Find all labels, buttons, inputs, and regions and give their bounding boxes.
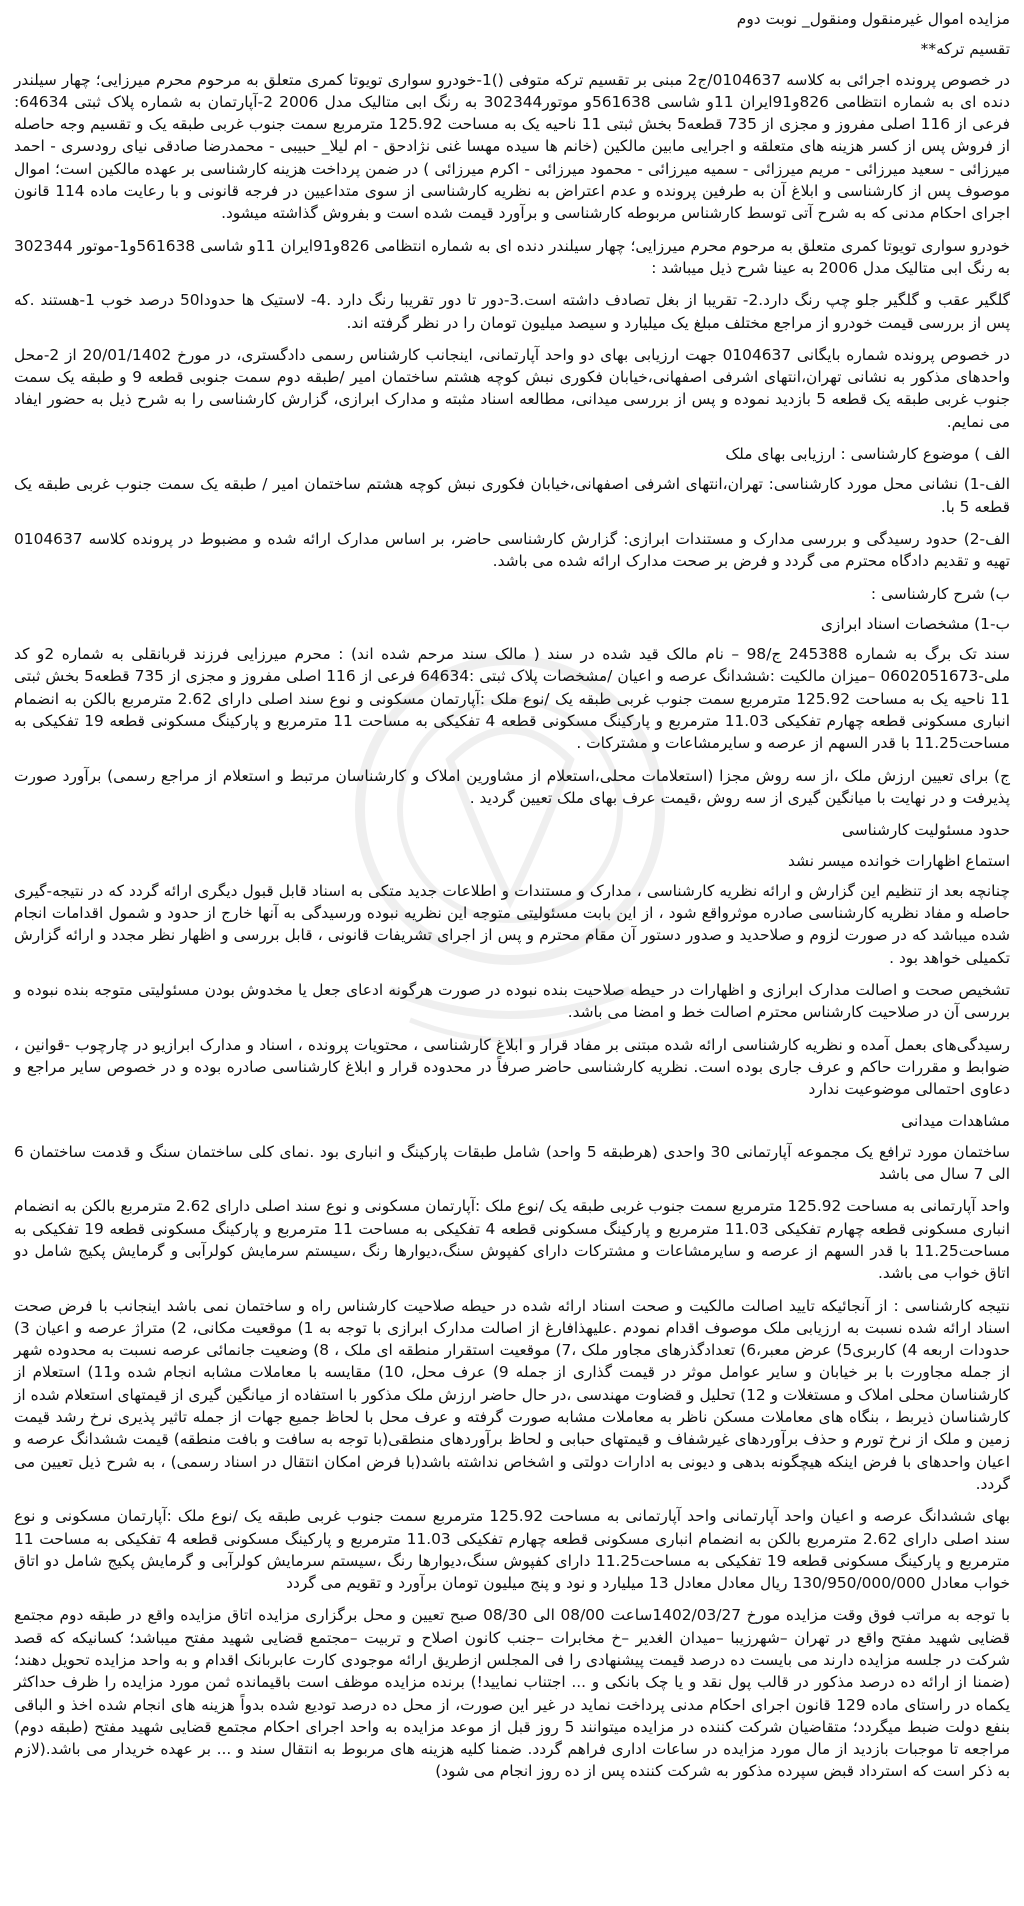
section-a1: الف-1) نشانی محل مورد کارشناسی: تهران،انتهای اشرفی اصفهانی،خیابان فکوری نبش کوچه هشتم ساختمان امیر / طبقه یک سمت جنوب غربی طبقه یک قطعه 5 با.: [14, 475, 1010, 516]
responsibility-p1: چنانچه بعد از تنظیم این گزارش و ارائه نظریه کارشناسی ، مدارک و مستندات و اطلاعات جدید متکی به اسناد قابل قبول دیگری ارائه گردد که در نتیجه-گیری حاصله و مفاد نظریه کارشناسی صادره موثرواقع شود ، از این بابت مسئولیتی متوجه این نظریه نبوده ورسیدگی به آنها خارج از حدود و شمول اقدامات انجام شده میباشد که در صورت لزوم و صلاحدید و صدور دستور آن مقام محترم و پس از اجرای تشریفات قانونی ، قابل بررسی و اظهار نظر مجدد و ارائه گزارش تکمیلی خواهد بود .: [14, 881, 1010, 967]
responsibility-p2: تشخیص صحت و اصالت مدارک ابرازی و اظهارات در حیطه صلاحیت بنده نبوده در صورت هرگونه ادعای جعل یا مخدوش بودن مسئولیتی متوجه بنده نبوده و بررسی آن در صلاحیت کارشناس محترم اصالت خط و امضا می باشد.: [14, 980, 1010, 1022]
responsibility-sub: استماع اظهارات خوانده میسر نشد: [787, 851, 1010, 870]
section-b-heading: ب) شرح کارشناسی :: [870, 584, 1010, 603]
section-b1-text: سند تک برگ به شماره 245388 ج/98 – نام مالک قید شده در سند ( مالک سند مرحم شده اند) : محرم میرزایی فرزند قربانقلی به شماره 2و کد ملی-0602051673 –میزان مالکیت :ششدانگ عرصه و اعیان /مشخصات پلاک ثبتی :64634 فرعی از 116 اصلی مفروز و مجزی از 735 قطعه5 بخش ثبتی 11 ناحیه یک به مساحت 125.92 مترمربع سمت جنوب غربی طبقه یک /نوع ملک :آپارتمان مسکونی و نوع سند اصلی دارای 2.62 مترمربع بالکن به انضمام انباری مسکونی قطعه چهارم تفکیکی 11.03 مترمربع و پارکینگ مسکونی قطعه 4 تفکیکی به مساحت 11 مترمربع و پارکینگ مسکونی قطعه 19 تفکیکی به مساحت11.25 با قدر السهم از عرصه و سایرمشاعات و مشترکات .: [14, 645, 1011, 753]
document-title: مزایده اموال غیرمنقول ومنقول_ نوبت دوم: [736, 10, 1010, 28]
section-a2: الف-2) حدود رسیدگی و بررسی مدارک و مستندات ابرازی: گزارش کارشناسی حاضر، بر اساس مدارک ارائه شده و مضبوط در پرونده کلاسه 0104637 تهیه و تقدیم دادگاه محترم می گردد و فرض بر صحت مدارک ارائه شده می باشد.: [14, 529, 1010, 571]
section-b1-heading: ب-1) مشخصات اسناد ابرازی: [820, 614, 1010, 633]
responsibility-p3: رسیدگی‌های بعمل آمده و نظریه کارشناسی ارائه شده مبتنی بر مفاد قرار و ابلاغ کارشناسی ، محتویات پرونده ، اسناد و مدارک ابرازیو در چارچوب -قوانین ، ضوابط و مقررات حاکم و عرف جاری بوده است. نظریه کارشناسی حاضر صرفاً در محدوده قرار و ابلاغ کارشناسی صادره بوده و در خصوص سایر مراجع و دعاوی احتمالی موضوعیت ندارد: [14, 1035, 1010, 1099]
paragraph-car-condition: گلگیر عقب و گلگیر جلو چپ رنگ دارد.2- تقریبا از بغل تصادف داشته است.3-دور تا دور تقریبا رنگ دارد .4- لاستیک ها حدودا50 درصد خوب 1-هستند .که پس از بررسی قیمت خودرو از مراجع مختلف مبلغ یک میلیارد و سیصد میلیون تومان را در نظر گرفته اند.: [14, 291, 1010, 332]
field-p2: واحد آپارتمانی به مساحت 125.92 مترمربع سمت جنوب غربی طبقه یک /نوع ملک :آپارتمان مسکونی و نوع سند اصلی دارای 2.62 مترمربع بالکن به انضمام انباری مسکونی قطعه چهارم تفکیکی 11.03 مترمربع و پارکینگ مسکونی قطعه 4 تفکیکی به مساحت 11 مترمربع و پارکینگ مسکونی قطعه 19 تفکیکی به مساحت11.25 با قدر السهم از عرصه و سایرمشاعات و مشترکات دارای کفپوش سنگ،دیوارها رنگ ،سیستم سرمایش کولرآبی و گرمایش پکیج شامل دو اتاق خواب می باشد.: [14, 1197, 1010, 1283]
section-c-text: ج) برای تعیین ارزش ملک ،از سه روش مجزا (استعلامات محلی،استعلام از مشاورین املاک و کارشناسان مرتبط و استعلام از مراجع رسمی) برآورد صورت پذیرفت و در نهایت با میانگین گیری از سه روش ،قیمت عرف بهای ملک تعیین گردید .: [14, 766, 1010, 807]
auction-terms: با توجه به مراتب فوق وقت مزایده مورخ 1402/03/27ساعت 08/00 الی 08/30 صبح تعیین و محل برگزاری مزایده اتاق مزایده واقع در طبقه دوم مجتمع قضایی شهید مفتح واقع در تهران –شهرزیبا –میدان الغدیر –خ مخابرات –جنب کانون اصلاح و تربیت –مجتمع قضایی شهید مفتح میباشد؛ کسانیکه که قصد شرکت در جلسه مزایده دارند می بایست ده درصد قیمت پیشنهادی را فی المجلس ازطریق ارائه موجودی کارت عابربانک اقدام و به واحد مزایده تحویل دهند؛ (ضمنا از ارائه ده درصد مذکور در قالب پول نقد و یا چک بانکی و ... اجتناب نمایید!) برنده مزایده موظف است باقیمانده ثمن مورد مزایده را ظرف حداکثر یکماه در راستای ماده 129 قانون اجرای احکام مدنی پرداخت نماید در غیر این صورت، از محل ده درصد تودیع شده بدواً هزینه های انجام شده اخذ و الباقی بنفع دولت ضبط میگردد؛ متقاضیان شرکت کننده در مزایده میتوانند 5 روز قبل از موعد مزایده به واحد اجرای احکام مجتمع قضایی شهید مفتح (طبقه دوم) مراجعه تا موجبات بازدید از مال مورد مزایده در ساعات اداری فراهم گردد. ضمنا کلیه هزینه های مربوط به انتقال سند و ... بر عهده خریدار می باشد.(لازم به ذکر است که استرداد قبض سپرده مذکور به شرکت کننده پس از ده روز انجام می شود): [14, 1606, 1011, 1781]
paragraph-apartment: در خصوص پرونده شماره بایگانی 0104637 جهت ارزیابی بهای دو واحد آپارتمانی، اینجانب کارشناس رسمی دادگستری، در مورخ 20/01/1402 از 2-محل واحدهای مذکور به نشانی تهران،انتهای اشرفی اصفهانی،خیابان فکوری نبش کوچه هشتم ساختمان امیر /طبقه دوم سمت جنوبی قطعه 9 و طبقه یک سمت جنوب غربی طبقه یک قطعه 5 بازدید نموده و پس از بررسی میدانی، مطالعه اسناد مثبته و مدارک ابرازی، گزارش کارشناسی را به شرح ذیل به حضور ایفاد می نمایم.: [14, 345, 1011, 431]
field-heading: مشاهدات میدانی: [901, 1112, 1010, 1131]
document-subtitle: تقسیم ترکه**: [920, 40, 1010, 59]
section-a-heading: الف ) موضوع کارشناسی : ارزیابی بهای ملک: [725, 445, 1010, 464]
conclusion: نتیجه کارشناسی : از آنجائیکه تایید اصالت مالکیت و صحت اسناد ارائه شده در حیطه صلاحیت کارشناس راه و ساختمان نمی باشد اینجانب با فرض صحت اسناد ارائه شده نسبت به ارزیابی ملک موصوف اقدام نمودم .علیهذافارغ از اصالت مدارک ابرازی با توجه به 1) موقعیت مکانی، 2) متراژ عرصه و اعیان 3) حدودات اربعه 4) کاربری5) عرض معبر،6) تعدادگذرهای مجاور ملک ،7) موقعیت استقرار منطقه ای ملک ، 8) وضعیت جانمائی عرصه نسبت به محدوده شهر از جمله مجاورت با بر خیابان و سایر عوامل موثر در قیمت گذاری از جمله 9) عرف محل، 10) مقایسه با معاملات مشابه انجام شده و11) استعلام از کارشناسان محلی املاک و مستغلات و 12) تحلیل و قضاوت مهندسی ،در حال حاضر ارزش ملک مذکور با استفاده از میانگین گیری از قیمتهای استعلام شده از کارشناسان ذیربط ، بنگاه های معاملات مسکن ناظر به معاملات مشابه صورت گرفته و عرف محل با لحاظ جمیع جهات از جمله تاثیر پذیری نرخ رشد قیمت زمین و ملک از نرخ تورم و حذف برآوردهای غیرشفاف و قیمتهای حبابی و لحاظ برآوردهای منطقی(با توجه به سافت و بافت منطقه) قیمت ششدانگ عرصه و اعیان واحدهای با فرض اینکه هیچگونه بدهی و دیونی به ادارات دولتی و اشخاص نداشته باشد(با فرض امکان انتقال در اسناد رسمی) ، به شرح ذیل تعیین می گردد.: [14, 1296, 1010, 1493]
paragraph-car: خودرو سواری تویوتا کمری متعلق به مرحوم محرم میرزایی؛ چهار سیلندر دنده ای به شماره انتظامی 826و91ایران 11و شاسی 561638و1-موتور 302344 به رنگ ابی متالیک مدل 2006 به عینا شرح ذیل میباشد :: [14, 236, 1010, 277]
valuation: بهای ششدانگ عرصه و اعیان واحد آپارتمانی واحد آپارتمانی به مساحت 125.92 مترمربع سمت جنوب غربی طبقه یک /نوع ملک :آپارتمان مسکونی و نوع سند اصلی دارای 2.62 مترمربع بالکن به انضمام انباری مسکونی قطعه چهارم تفکیکی 11.03 مترمربع و پارکینگ مسکونی قطعه 4 تفکیکی به مساحت 11 مترمربع و پارکینگ مسکونی قطعه 19 تفکیکی به مساحت11.25 دارای کفپوش سنگ،دیوارها رنگ ،سیستم سرمایش کولرآبی و گرمایش پکیج شامل دو اتاق خواب معادل 130/950/000/000 ریال معادل معادل 13 میلیارد و نود و پنج میلیون تومان برآورد و تقویم می گردد: [14, 1507, 1011, 1593]
paragraph-intro: در خصوص پرونده اجرائی به کلاسه 0104637/ج2 مبنی بر تقسیم ترکه متوفی ()1-خودرو سواری تویوتا کمری متعلق به مرحوم محرم میرزایی؛ چهار سیلندر دنده ای به شماره انتظامی 826و91ایران 11و شاسی 561638و موتور302344 به رنگ ابی متالیک مدل 2006 2-آپارتمان به شماره پلاک ثبتی 64634: فرعی از 116 اصلی مفروز و مجزی از 735 قطعه5 بخش ثبتی 11 ناحیه یک به مساحت 125.92 مترمربع سمت جنوب غربی طبقه یک و تقسیم وجه حاصله از فروش پس از کسر هزینه های متعلقه و اجرایی مابین مالکین (خانم ها سیده مهسا غنی نژادحق - ام لیلا_ حبیبی - محمدرضا صادقی نیای رودسری - احمد میرزائی - سعید میرزائی - مریم میرزائی - سمیه میرزائی - محمود میرزائی - اکرم میرزائی ) در ضمن پرداخت هزینه کارشناسی بر عهده مالکین است؛ اموال موصوف پس از کارشناسی و ابلاغ آن به طرفین پرونده و عدم اعتراض به نظریه کارشناسی از سوی متداعیین در فرجه قانونی و با رعایت ماده 114 قانون اجرای احکام مدنی که به شرح آتی توسط کارشناس مربوطه کارشناسی و برآورد قیمت شده است و بفروش گذاشته میشود.: [14, 70, 1011, 223]
responsibility-heading: حدود مسئولیت کارشناسی: [841, 821, 1010, 840]
field-p1: ساختمان مورد ترافع یک مجموعه آپارتمانی 30 واحدی (هرطبقه 5 واحد) شامل طبقات پارکینگ و انباری بود .نمای کلی ساختمان سنگ و قدمت ساختمان 6 الی 7 سال می باشد: [14, 1142, 1010, 1184]
